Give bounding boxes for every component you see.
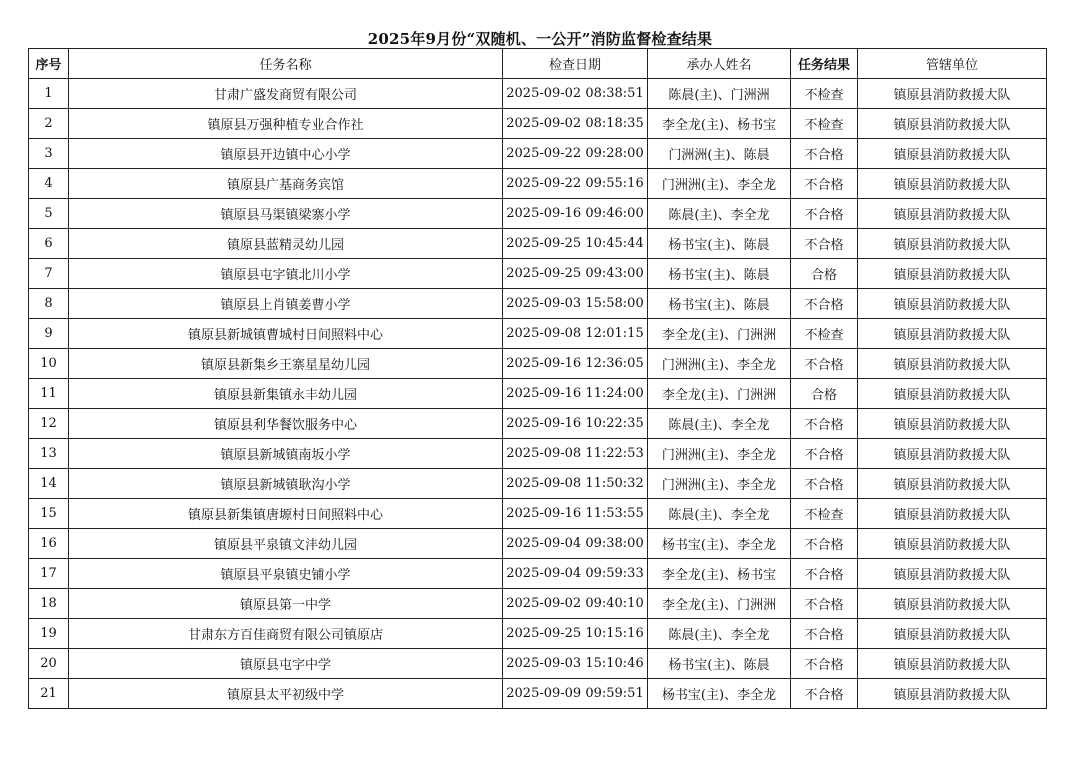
cell-unit: 镇原县消防救援大队 [858,529,1047,559]
cell-handlers: 李全龙(主)、门洲洲 [648,589,791,619]
cell-unit: 镇原县消防救援大队 [858,649,1047,679]
table-row [29,349,1047,379]
table-row [29,679,1047,709]
cell-index: 11 [29,379,69,409]
cell-result: 不检查 [791,319,858,349]
header-check-date: 检查日期 [503,49,648,79]
cell-index: 5 [29,199,69,229]
cell-handlers: 陈晨(主)、李全龙 [648,619,791,649]
cell-result: 不合格 [791,649,858,679]
cell-task-name: 镇原县新城镇南坂小学 [69,439,503,469]
cell-result: 不合格 [791,199,858,229]
table-header-row [29,49,1047,79]
table-row [29,589,1047,619]
cell-unit: 镇原县消防救援大队 [858,409,1047,439]
cell-unit: 镇原县消防救援大队 [858,679,1047,709]
table-row [29,259,1047,289]
cell-check-date: 2025-09-02 08:38:51 [503,79,648,109]
cell-task-name: 镇原县新集乡王寨星星幼儿园 [69,349,503,379]
cell-check-date: 2025-09-16 11:24:00 [503,379,648,409]
cell-task-name: 甘肃广盛发商贸有限公司 [69,79,503,109]
cell-task-name: 镇原县太平初级中学 [69,679,503,709]
cell-task-name: 镇原县马渠镇梁寨小学 [69,199,503,229]
cell-task-name: 镇原县第一中学 [69,589,503,619]
cell-index: 8 [29,289,69,319]
cell-task-name: 镇原县上肖镇姜曹小学 [69,289,503,319]
cell-unit: 镇原县消防救援大队 [858,169,1047,199]
table-row [29,289,1047,319]
table-row [29,109,1047,139]
cell-index: 7 [29,259,69,289]
cell-check-date: 2025-09-22 09:28:00 [503,139,648,169]
cell-unit: 镇原县消防救援大队 [858,109,1047,139]
cell-check-date: 2025-09-08 12:01:15 [503,319,648,349]
cell-unit: 镇原县消防救援大队 [858,139,1047,169]
cell-check-date: 2025-09-04 09:59:33 [503,559,648,589]
table-row [29,499,1047,529]
cell-unit: 镇原县消防救援大队 [858,319,1047,349]
table-row [29,199,1047,229]
cell-unit: 镇原县消防救援大队 [858,619,1047,649]
cell-unit: 镇原县消防救援大队 [858,259,1047,289]
cell-handlers: 陈晨(主)、李全龙 [648,499,791,529]
cell-index: 12 [29,409,69,439]
cell-handlers: 李全龙(主)、杨书宝 [648,559,791,589]
cell-unit: 镇原县消防救援大队 [858,199,1047,229]
table-row [29,619,1047,649]
cell-handlers: 陈晨(主)、李全龙 [648,199,791,229]
cell-handlers: 陈晨(主)、门洲洲 [648,79,791,109]
cell-task-name: 镇原县开边镇中心小学 [69,139,503,169]
cell-check-date: 2025-09-25 10:45:44 [503,229,648,259]
cell-handlers: 杨书宝(主)、李全龙 [648,679,791,709]
cell-index: 19 [29,619,69,649]
cell-index: 6 [29,229,69,259]
cell-result: 不合格 [791,409,858,439]
cell-task-name: 甘肃东方百佳商贸有限公司镇原店 [69,619,503,649]
cell-check-date: 2025-09-25 10:15:16 [503,619,648,649]
cell-check-date: 2025-09-16 09:46:00 [503,199,648,229]
table-body [29,79,1047,709]
cell-result: 不合格 [791,229,858,259]
cell-check-date: 2025-09-08 11:22:53 [503,439,648,469]
cell-check-date: 2025-09-02 09:40:10 [503,589,648,619]
cell-unit: 镇原县消防救援大队 [858,589,1047,619]
cell-task-name: 镇原县新城镇耿沟小学 [69,469,503,499]
cell-task-name: 镇原县屯字中学 [69,649,503,679]
cell-result: 不合格 [791,589,858,619]
cell-handlers: 杨书宝(主)、陈晨 [648,649,791,679]
cell-check-date: 2025-09-16 10:22:35 [503,409,648,439]
header-index: 序号 [29,49,69,79]
cell-unit: 镇原县消防救援大队 [858,559,1047,589]
cell-index: 20 [29,649,69,679]
cell-result: 不检查 [791,109,858,139]
cell-result: 不合格 [791,619,858,649]
table-row [29,529,1047,559]
cell-check-date: 2025-09-16 11:53:55 [503,499,648,529]
cell-index: 18 [29,589,69,619]
header-unit: 管辖单位 [858,49,1047,79]
cell-task-name: 镇原县蓝精灵幼儿园 [69,229,503,259]
cell-handlers: 杨书宝(主)、陈晨 [648,289,791,319]
table-row [29,229,1047,259]
cell-result: 不合格 [791,439,858,469]
cell-task-name: 镇原县平泉镇史铺小学 [69,559,503,589]
cell-unit: 镇原县消防救援大队 [858,349,1047,379]
cell-task-name: 镇原县新城镇曹城村日间照料中心 [69,319,503,349]
cell-result: 不合格 [791,529,858,559]
cell-index: 13 [29,439,69,469]
cell-index: 14 [29,469,69,499]
cell-task-name: 镇原县利华餐饮服务中心 [69,409,503,439]
table-row [29,469,1047,499]
cell-task-name: 镇原县新集镇永丰幼儿园 [69,379,503,409]
cell-task-name: 镇原县屯字镇北川小学 [69,259,503,289]
table-row [29,319,1047,349]
cell-handlers: 门洲洲(主)、陈晨 [648,139,791,169]
cell-handlers: 李全龙(主)、门洲洲 [648,379,791,409]
cell-index: 1 [29,79,69,109]
cell-unit: 镇原县消防救援大队 [858,469,1047,499]
page-title: 2025年9月份“双随机、一公开”消防监督检查结果 [367,30,713,48]
cell-result: 不合格 [791,469,858,499]
header-handlers: 承办人姓名 [648,49,791,79]
header-result: 任务结果 [791,49,858,79]
cell-check-date: 2025-09-09 09:59:51 [503,679,648,709]
table-row [29,559,1047,589]
cell-result: 不检查 [791,79,858,109]
cell-result: 不合格 [791,679,858,709]
cell-index: 17 [29,559,69,589]
cell-result: 合格 [791,259,858,289]
cell-check-date: 2025-09-08 11:50:32 [503,469,648,499]
table-row [29,409,1047,439]
cell-check-date: 2025-09-02 08:18:35 [503,109,648,139]
cell-handlers: 杨书宝(主)、李全龙 [648,529,791,559]
cell-check-date: 2025-09-22 09:55:16 [503,169,648,199]
cell-index: 21 [29,679,69,709]
table-row [29,439,1047,469]
cell-index: 15 [29,499,69,529]
cell-unit: 镇原县消防救援大队 [858,499,1047,529]
cell-task-name: 镇原县广基商务宾馆 [69,169,503,199]
cell-task-name: 镇原县新集镇唐塬村日间照料中心 [69,499,503,529]
cell-index: 16 [29,529,69,559]
cell-result: 不检查 [791,499,858,529]
cell-handlers: 门洲洲(主)、李全龙 [648,349,791,379]
cell-handlers: 李全龙(主)、杨书宝 [648,109,791,139]
cell-unit: 镇原县消防救援大队 [858,229,1047,259]
table-row [29,649,1047,679]
cell-handlers: 杨书宝(主)、陈晨 [648,229,791,259]
cell-check-date: 2025-09-16 12:36:05 [503,349,648,379]
cell-unit: 镇原县消防救援大队 [858,439,1047,469]
cell-handlers: 门洲洲(主)、李全龙 [648,439,791,469]
cell-result: 合格 [791,379,858,409]
cell-task-name: 镇原县平泉镇文沣幼儿园 [69,529,503,559]
cell-task-name: 镇原县万强种植专业合作社 [69,109,503,139]
header-task-name: 任务名称 [69,49,503,79]
cell-result: 不合格 [791,169,858,199]
table-row [29,169,1047,199]
cell-index: 2 [29,109,69,139]
cell-index: 10 [29,349,69,379]
cell-handlers: 门洲洲(主)、李全龙 [648,469,791,499]
cell-result: 不合格 [791,349,858,379]
cell-result: 不合格 [791,139,858,169]
inspection-results-table [28,48,1047,709]
cell-index: 4 [29,169,69,199]
table-row [29,379,1047,409]
cell-handlers: 杨书宝(主)、陈晨 [648,259,791,289]
cell-index: 9 [29,319,69,349]
cell-unit: 镇原县消防救援大队 [858,289,1047,319]
table-row [29,79,1047,109]
cell-check-date: 2025-09-03 15:10:46 [503,649,648,679]
cell-handlers: 陈晨(主)、李全龙 [648,409,791,439]
cell-unit: 镇原县消防救援大队 [858,379,1047,409]
cell-result: 不合格 [791,559,858,589]
cell-unit: 镇原县消防救援大队 [858,79,1047,109]
cell-result: 不合格 [791,289,858,319]
cell-handlers: 李全龙(主)、门洲洲 [648,319,791,349]
cell-handlers: 门洲洲(主)、李全龙 [648,169,791,199]
cell-index: 3 [29,139,69,169]
cell-check-date: 2025-09-04 09:38:00 [503,529,648,559]
table-row [29,139,1047,169]
cell-check-date: 2025-09-03 15:58:00 [503,289,648,319]
cell-check-date: 2025-09-25 09:43:00 [503,259,648,289]
